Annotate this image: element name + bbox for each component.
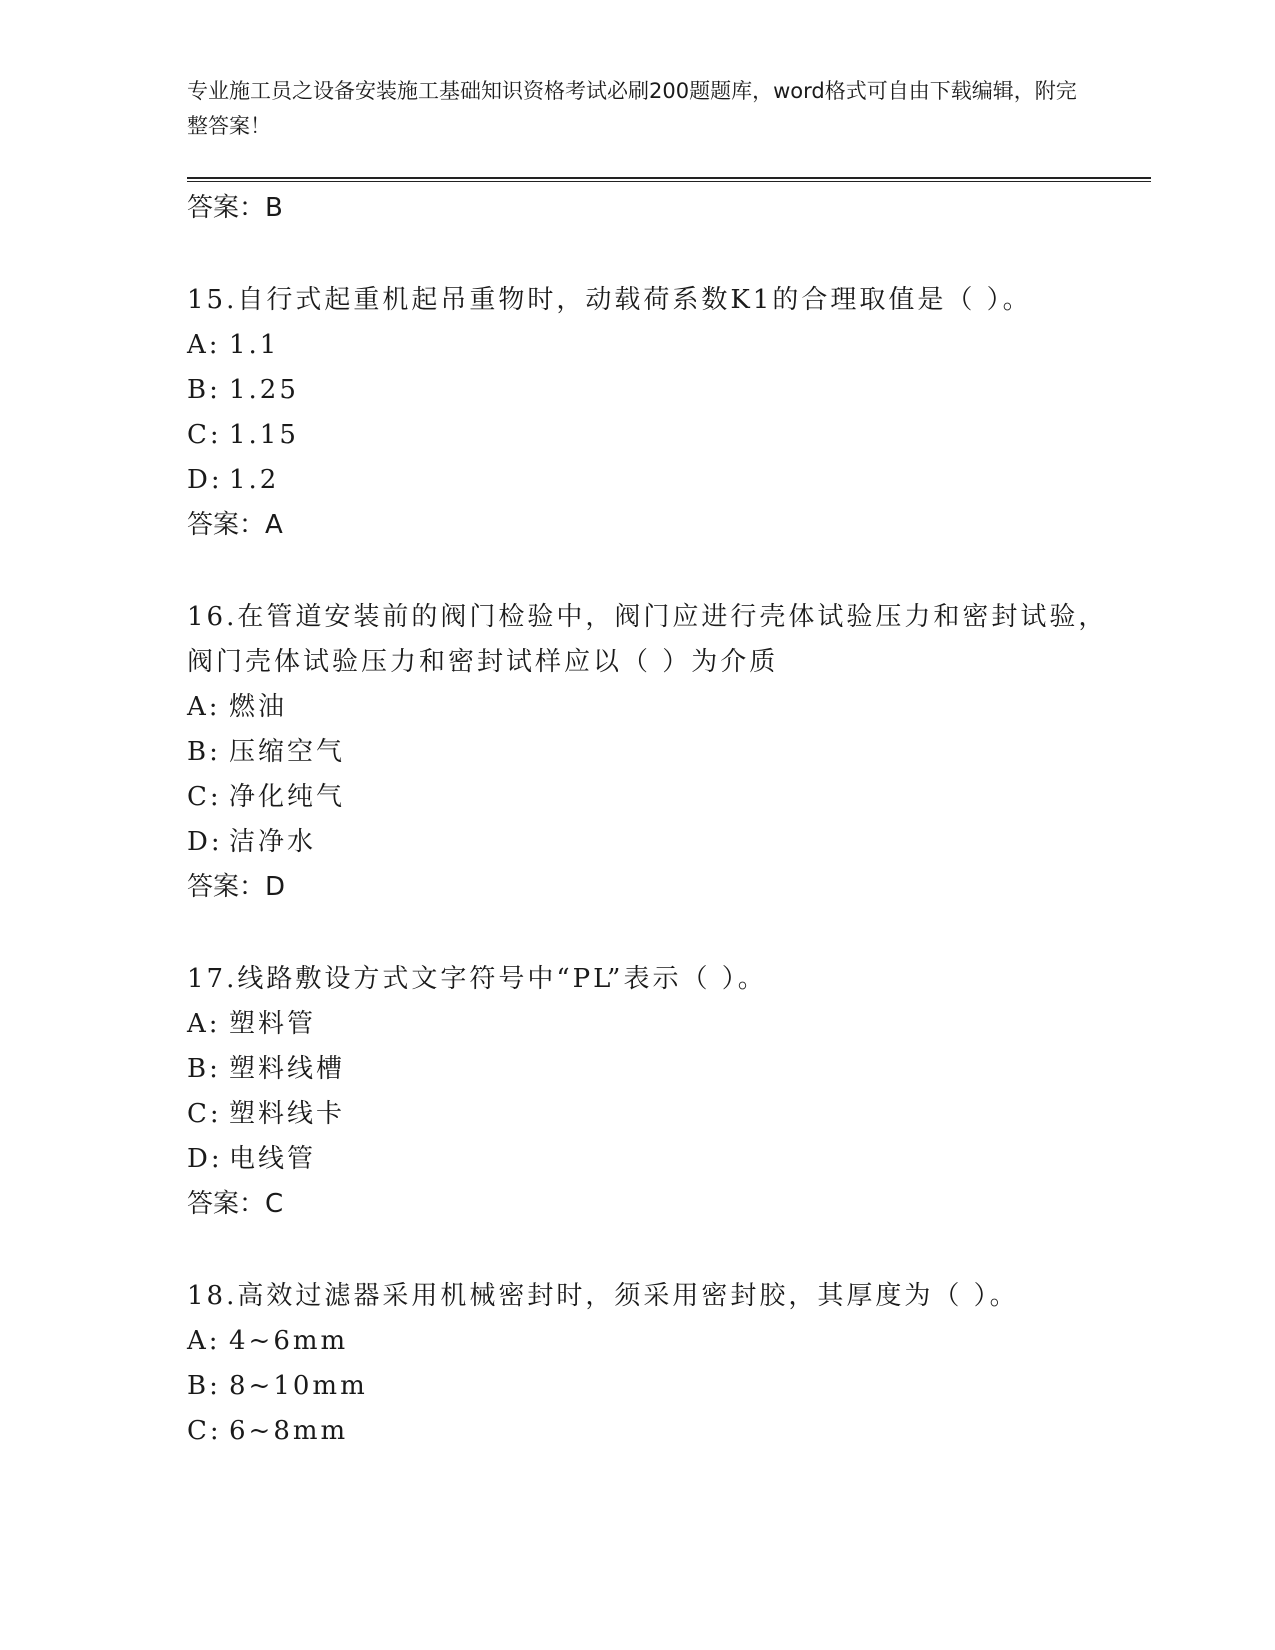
option-value: 1.15 [229,420,299,450]
question-list [187,186,1127,1454]
option-a [187,1002,1127,1047]
header-divider [187,177,1151,182]
option-key: A: [187,330,221,360]
answer-line: 答案：A [187,510,283,540]
spacer [187,1227,1127,1274]
option-key: C: [187,1416,222,1446]
option-c [187,1092,1127,1137]
option-value: 4~6mm [229,1326,349,1356]
option-key: D: [187,1144,223,1174]
option-value: 1.25 [229,375,299,405]
option-key: B: [187,1371,221,1401]
question-text: 17.线路敷设方式文字符号中“PL”表示（ ）。 [187,964,767,994]
option-c [187,413,1127,458]
option-key: A: [187,692,221,722]
option-value: 塑料管 [229,1009,317,1039]
option-key: C: [187,1099,222,1129]
option-key: B: [187,737,221,767]
option-value: 8~10mm [229,1371,368,1401]
option-value: 燃油 [229,692,288,722]
option-b [187,1047,1127,1092]
option-key: D: [187,827,223,857]
option-key: B: [187,375,221,405]
option-b [187,730,1127,775]
page-header: 专业施工员之设备安装施工基础知识资格考试必刷200题题库，word格式可自由下载编辑，附完整答案！ [187,79,1077,138]
option-key: B: [187,1054,221,1084]
option-value: 电线管 [229,1144,317,1174]
option-value: 6~8mm [229,1416,349,1446]
option-value: 净化纯气 [229,782,346,812]
question-text: 18.高效过滤器采用机械密封时，须采用密封胶，其厚度为（ ）。 [187,1281,1019,1311]
option-d [187,1137,1127,1182]
option-a [187,685,1127,730]
answer-line: 答案：D [187,872,286,902]
spacer [187,231,1127,278]
option-key: C: [187,420,222,450]
option-value: 1.2 [229,465,280,495]
option-key: D: [187,465,223,495]
option-c [187,1409,1127,1454]
option-d [187,458,1127,503]
option-key: A: [187,1009,221,1039]
answer-line: 答案：C [187,1189,284,1219]
question-text: 16.在管道安装前的阀门检验中，阀门应进行壳体试验压力和密封试验，阀门壳体试验压力和密封试样应以（ ）为介质 [187,602,1108,677]
option-value: 压缩空气 [229,737,346,767]
spacer [187,910,1127,957]
option-b [187,368,1127,413]
question-text: 15.自行式起重机起吊重物时，动载荷系数K1的合理取值是（ ）。 [187,285,1032,315]
option-b [187,1364,1127,1409]
option-value: 塑料线卡 [229,1099,346,1129]
option-value: 1.1 [229,330,280,360]
option-a [187,323,1127,368]
spacer [187,548,1127,595]
option-key: A: [187,1326,221,1356]
option-value: 洁净水 [229,827,317,857]
option-c [187,775,1127,820]
option-a [187,1319,1127,1364]
answer-line: 答案：B [187,193,283,223]
option-value: 塑料线槽 [229,1054,346,1084]
option-d [187,820,1127,865]
option-key: C: [187,782,222,812]
